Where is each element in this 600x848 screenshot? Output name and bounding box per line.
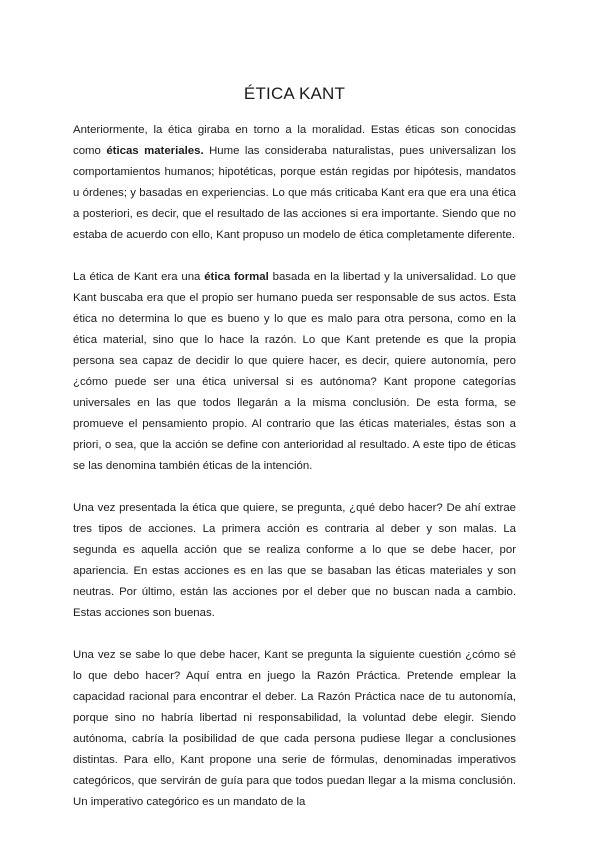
paragraph-1 <box>73 120 516 246</box>
paragraph-1-text-c: Hume las consideraba naturalistas, pues universalizan los comportamientos humanos; hipotéticas, porque están regidas por hipótesis, mandatos u órdenes; y basadas en experiencias. Lo que más criticaba Kant era que era una ética a posteriori, es decir, que el resultado de las acciones si era importante. Siendo que no estaba de acuerdo con ello, Kant propuso un modelo de ética completamente diferente. <box>73 145 516 241</box>
document-title: ÉTICA KANT <box>243 84 346 103</box>
paragraph-1-bold-term: éticas materiales. <box>106 145 204 157</box>
paragraph-4: Una vez se sabe lo que debe hacer, Kant se pregunta la siguiente cuestión ¿cómo sé lo que debo hacer? Aquí entra en juego la Razón Práctica. Pretende emplear la capacidad racional para encontrar el deber. La Razón Práctica nace de tu autonomía, porque sino no habría libertad ni responsabilidad, la voluntad debe elegir. Siendo autónoma, cabría la posibilidad de que cada persona pudiese llegar a conclusiones distintas. Para ello, Kant propone una serie de fórmulas, denominadas imperativos categóricos, que servirán de guía para que todos puedan llegar a la misma conclusión. Un imperativo categórico es un mandato de la <box>73 649 516 808</box>
paragraph-3: Una vez presentada la ética que quiere, se pregunta, ¿qué debo hacer? De ahí extrae tres tipos de acciones. La primera acción es contraria al deber y son malas. La segunda es aquella acción que se realiza conforme a lo que se debe hacer, por apariencia. En estas acciones es en las que se basaban las éticas materiales y son neutras. Por último, están las acciones por el deber que no buscan nada a cambio. Estas acciones son buenas. <box>73 502 516 619</box>
paragraph-2-text-c: basada en la libertad y la universalidad. Lo que Kant buscaba era que el propio ser humano pueda ser responsable de sus actos. Esta ética no determina lo que es bueno y lo que es malo para otra persona, como en la ética material, sino que lo hace la razón. Lo que Kant pretende es que la propia persona sea capaz de decidir lo que quiere hacer, es decir, quiere autonomía, pero ¿cómo puede ser una ética universal si es autónoma? Kant propone categorías universales en las que todos llegarán a la misma conclusión. De esta forma, se promueve el pensamiento propio. Al contrario que las éticas materiales, éstas son a priori, o sea, que la acción se define con anterioridad al resultado. A este tipo de éticas se las denomina también éticas de la intención. <box>73 271 516 472</box>
paragraph-1-text-a: Anteriormente, la ética giraba en torno a la moralidad. Estas éticas son conocidas como <box>73 124 516 157</box>
paragraph-2 <box>73 267 516 477</box>
paragraph-2-bold-term: ética formal <box>204 271 269 283</box>
paragraph-2-text-a: La ética de Kant era una <box>73 271 205 283</box>
